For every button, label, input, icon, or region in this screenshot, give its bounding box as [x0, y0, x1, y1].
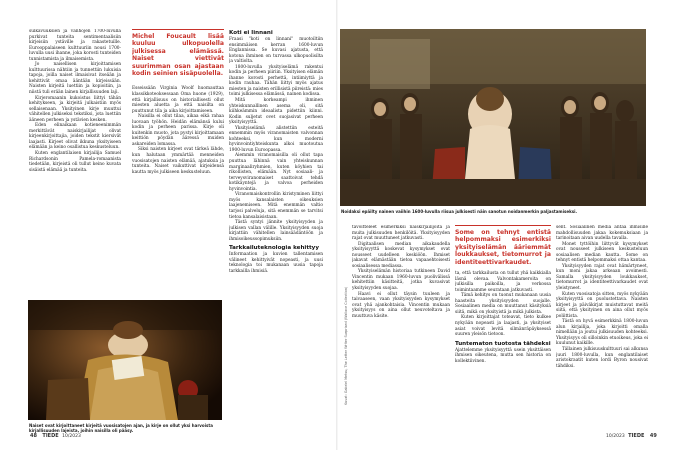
left-column-3 — [229, 27, 323, 427]
issue-number: 10/2023 — [606, 434, 625, 439]
paragraph: Yksityiselämän historiaa tutkineen David Vincentin mukaan 1960-luvun puolivälissä kehitettiin käsitteitä, jotka kuvasivat yksityisyyden suojaa. — [352, 269, 450, 292]
paragraph: Viranomaiskontrollin kiristyminen liittyi myös kansalaisten oikeuksien laajenemiseen. Mitä enemmän valtio tarjosi palveluja, sitä enemmän se tarvitsi tietoa kansalaisistaan. — [229, 192, 323, 220]
left-folio — [28, 433, 81, 439]
paragraph: Mitä korkeampi ihminen yhteiskunnallinen asema oli, sitä kiihkeämmin ideaalista pidettiin kiinni. Kodin suljetut ovet suojasivat perheen yksityisyyttä. — [229, 98, 323, 126]
paragraph: Fraasi "koti on linnani" muotoiltiin ensimmäisen kerran 1600-luvun Englannissa. Se kuvasi ajatusta, että kotona ihminen on turvassa ulkopuolisilta ja valtiolta. — [229, 37, 323, 65]
paragraph: sent. Sosiaalinen media antaa ihmisille mahdollisuuden jakaa kokemuksiaan ja tarinoitaan aivan uudella tavalla. — [556, 225, 648, 242]
paragraph: Informaation ja kuvien tallentamisen välineet kehittyivät nopeasti, ja uusi teknologia toi mukanaan uusia tapoja tarkkailla ihmisiä. — [229, 252, 323, 274]
image-caption: Noidaksi epäilty nainen vaiihin 1600-luvulla riisua julkisesti näin sanotun noidanmerkin paljastamiseksi. — [341, 209, 577, 214]
magazine-name: TIEDE — [628, 433, 645, 439]
left-column-1 — [29, 29, 121, 297]
paragraph: Eden elinaikaan kotieneenimmän merkittävät naiskirjailijat olivat kirjeenkirjoittajia, joiden tekstit kiersivät laajasti. Kirjeet olivat ikkuna yksityiseen elämään ja keino osallistua keskusteluun. — [29, 123, 121, 151]
page-number: 49 — [649, 433, 657, 439]
paragraph: Haavi ei ollut täysin tuuleen ja taivaaseen, vaan yksityisyyden kysymykset ovat yhä ajankohtaisia. Vincentin mukaan yksityisyys on aina ollut neuvoteltava ja muuttuva käsite. — [352, 291, 450, 319]
paragraph: Yksityisyyden rajat ovat hämärtyneet, kun moni jakaa arkeaan avoimesti. Samalla yksityisyyden loukkaukset, tietomurrot ja identiteettivarkaudet ovat yleistyneet. — [556, 263, 648, 292]
paragraph: Monet tyttöihin liittyvät kysymykset ovat nousseet julkiseen keskusteluun sosiaalisen median kautta. Some on tehnyt entistä helpommaksi ottaa kantaa. — [556, 241, 648, 264]
paragraph: Kuten vuosisatoja sitten, myös nykyään yksityisyyttä on puolustettava. Naisten kirjeet ja päiväkirjat muistuttavat meitä siitä, että yksityinen on aina ollut myös poliittista. — [556, 291, 648, 319]
photo-credit: Kuvat: Gabriel Metsu, The Letter Writer Surprised (Wallace Collection) — [344, 286, 348, 405]
magazine-name: TIEDE — [42, 433, 59, 439]
paragraph: 1800-luvulla yksityiselämä rakentui kodin ja perheen piiriin. Yksityisen elämän ihanne korosti perhettä, intiimiyttä ja kodin rauhaa. Tähän liittyi myös ajatus miesten ja naisten erillisistä piireistä: mies toimi julkisessa elämässä, nainen kodissa. — [229, 64, 323, 98]
paragraph: Tästä on hyvä esimerkkinä 1800-luvun alun kirjailija, joka kirjoitti omalla nimellään ja joutui julkisuuden kohteeksi. Yksityisyys oli silloinkin etuoikeus, joka ei kuulunut kaikille. — [556, 319, 648, 347]
paragraph: Kuten englantilaisen kirjailija Samuel Richardsonin Pamela-romaanista tiedetään, kirjeistä oli tullut keino kuvata sisäistä elämää ja tunteita. — [29, 151, 121, 173]
issue-number: 10/2023 — [62, 434, 81, 439]
painting-witch-trial — [340, 29, 646, 206]
paragraph: Siksi naisten kirjeet ovat tärkeä lähde, kun halutaan ymmärtää menneiden vuosisatojen naisten elämää, ajatuksia ja tunteita. Naiset vaikuttivat kirjeidensä kautta myös julkiseen keskusteluun. — [132, 147, 224, 175]
paragraph: Yksityiselämä alistettiin esteitä ennemmin myös viranomaisten valvonnan kohteeksi, kun moderni hyvinvointiyhteiskunta alkoi muotoutua 1900-luvun Euroopassa. — [229, 125, 323, 153]
paragraph: Kuten kirjoittajat toteavat, tieto kulkee nykyään nopeasti ja laajasti, ja yksityiset asiat voivat levitä silmänräpäyksessä suuren yleisön tietoon. — [455, 315, 551, 338]
paragraph: Tällainen julkisuuskulttuuri sai alkunsa juuri 1800-luvulla, kun englantilaiset aristokraatit kuten lordi Byron nousivat tähdiksi. — [556, 347, 648, 369]
paragraph: Jo naisellisen kirjoittamisen kulttuurissa nähtiin ja tunnettiin lukuisia tapoja, joilla naiset ilmaisivat itseään ja kehittivät omaa ääntään kirjeissään. Naisten kirjeitä luettiin ja kopioitiin, ja niistä tuli erään lainen kirjallisuuden laji. — [29, 62, 121, 96]
paragraph: Tästä syntyi jännite yksityisyyden ja julkisen vallan välille. Yksityisyyden suoja kirjattiin vähitellen lainsäädäntöön ja ihmisoikeussopimuksiin. — [229, 220, 323, 242]
paragraph: ta, että tarkkailusta on tullut yhä kaikkialla läsnä olevaa. Valvontakameroita on julkisilla paikoilla, ja verkossa toimintaamme seurataan jatkuvasti. — [455, 271, 551, 293]
paragraph: Tämä kehitys on tuonut mukanaan uusia haasteita yksityisyyden suojalle. Sosiaalinen media on muuttanut käsityksiä siitä, mikä on yksityistä ja mikä julkista. — [455, 293, 551, 315]
paragraph: Ajattelemme yksityisyyttä usein yksittäisen ihmisen oikeutena, mutta sen historia on kollektiivinen. — [455, 347, 551, 364]
page-number: 48 — [30, 433, 37, 439]
right-column-3 — [556, 225, 648, 425]
paragraph: Aiemmin viranomaisilla oli ollut tapa puuttua lähinnä vain yhteiskunnan marginaaliryhmien, kuten köyhien tai rikollisten, elämään. Nyt sosiaali- ja terveysviranomaiset saattoivat tehdä kotikäyntejä ja valvoa perheiden hyvinvointia. — [229, 153, 323, 192]
pullquote-rule — [455, 225, 551, 226]
section-heading: Tarkkailuteknologia kehittyy — [229, 245, 319, 252]
right-column-1 — [352, 225, 450, 425]
paragraph: tavoitteleet esimerkiksi naiskirjailijoita ja muita julkisuuden henkilöitä. Yksityisyyden rajat ovat muuttuneet jatkuvasti. — [352, 225, 450, 242]
pullquote-rule — [132, 29, 224, 30]
page-gutter — [336, 0, 338, 450]
pullquote: Michel Foucault lisää kuuluu ulkopuolella julkisessa elämässä. Naiset viettivät suurimman osan ajastaan kodin seinien sisäpuolella. — [132, 33, 224, 78]
paragraph: sulkavuuksien ja vanhojen 1700-luvulla purkivat tunteita sentimentaalisiin kirjeisiin ystäville ja rakastetuille. Eurooppalaiseen kulttuuriin nousi 1700-luvulla uusi ihanne, joka korosti tunteiden tunnistamista ja ilmaisemista. — [29, 29, 121, 62]
right-column-2 — [455, 225, 551, 425]
image-caption: Naiset ovat kirjoittaneet kirjeitä vuosisatojen ajan, ja kirje on ollut yksi harvoista kirjallisuuden lajeista, joihin naisilla oli pääsy. — [29, 423, 214, 433]
left-column-2 — [132, 29, 224, 297]
painting-woman-reading-letter — [28, 300, 222, 420]
paragraph: Naisilla ei ollut tilaa, aikaa eikä rahaa luovaan työhön. Heidän elämänsä kului kodin ja perheen parissa. Kirje oli kuitenkin muoto, jota pystyi kirjoittamaan keittiön pöydän ääressä muiden askareiden lomassa. — [132, 114, 224, 147]
paragraph: Kirjeromaanin kukoistus liittyi tähän kehitykseen, ja kirjeitä julkaistiin myös sellaisenaan. Yksityinen kirje muuttui vähitellen julkiseksi tekstiksi, jota luettiin ääneen perheen ja ystävien kesken. — [29, 95, 121, 123]
paragraph: Digitaalisen median aikakaudella yksityisyyttä koskevat kysymykset ovat nousseet uudelleen keskiöön. Ihmiset jakavat elämästään tietoa vapaaehtoisesti sosiaalisessa mediassa. — [352, 241, 450, 269]
section-heading: Koti ei linnani — [229, 30, 273, 36]
right-folio — [606, 433, 659, 439]
section-heading: Tuntematon tuotosta tähdeksi — [455, 340, 551, 347]
paragraph: Esseissään Virginia Woolf huomauttaa klassikkoteoksessaan Oma huone (1929), että kirjallisuus on historiallisesti ollut miesten aluetta ja että naisilta on puuttunut tila ja aika kirjoittamiseen. — [132, 86, 224, 114]
pullquote: Some on tehnyt entistä helpommaksi esimerkiksi yksityiselämän ääriemmät loukkaukset, tietomurrot ja identiteettivarkaudet. — [455, 229, 551, 266]
